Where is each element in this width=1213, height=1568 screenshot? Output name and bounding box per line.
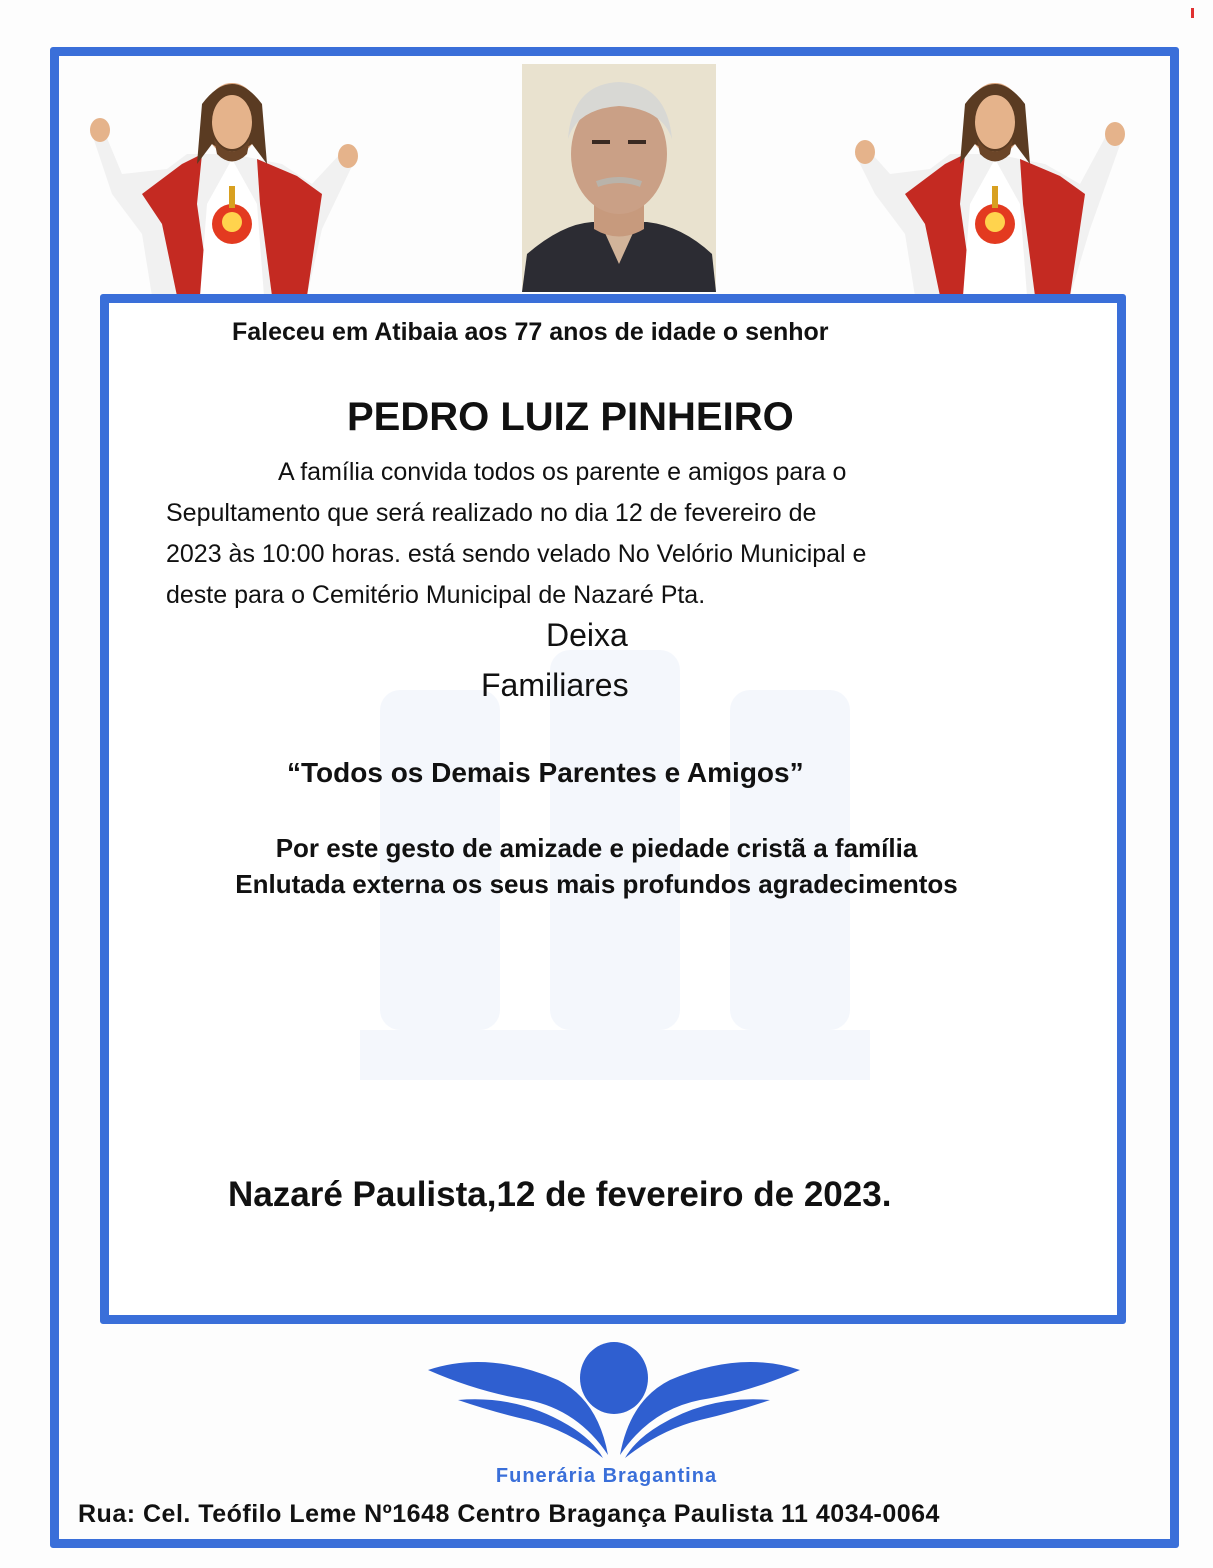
deceased-name: PEDRO LUIZ PINHEIRO bbox=[347, 395, 794, 439]
invitation-paragraph bbox=[166, 452, 1046, 616]
thanks-line: Por este gesto de amizade e piedade cristã a família bbox=[275, 833, 918, 863]
familiares-label: Familiares bbox=[481, 667, 629, 703]
deixa-label: Deixa bbox=[546, 617, 628, 653]
sacred-heart-jesus-right-image bbox=[845, 64, 1145, 296]
intro-line: Faleceu em Atibaia aos 77 anos de idade o senhor bbox=[232, 318, 829, 346]
thanks-block bbox=[0, 830, 1213, 902]
paragraph-line: Sepultamento que será realizado no dia 12 de fevereiro de bbox=[166, 499, 817, 527]
date-line: Nazaré Paulista,12 de fevereiro de 2023. bbox=[228, 1175, 892, 1214]
paragraph-line: A família convida todos os parente e amigos para o bbox=[278, 458, 847, 486]
paragraph-line: 2023 às 10:00 horas. está sendo velado No Velório Municipal e bbox=[166, 540, 867, 568]
thanks-line: Enlutada externa os seus mais profundos agradecimentos bbox=[235, 869, 958, 899]
deceased-portrait-photo bbox=[522, 64, 716, 292]
scan-mark bbox=[1191, 8, 1194, 18]
sacred-heart-jesus-left-image bbox=[82, 64, 382, 296]
address-line: Rua: Cel. Teófilo Leme Nº1648 Centro Bragança Paulista 11 4034-0064 bbox=[78, 1500, 940, 1528]
paragraph-line: deste para o Cemitério Municipal de Nazaré Pta. bbox=[166, 581, 706, 609]
quote-line: “Todos os Demais Parentes e Amigos” bbox=[287, 757, 804, 788]
funeraria-logo-icon bbox=[418, 1340, 810, 1460]
funeraria-brand-name: Funerária Bragantina bbox=[495, 1465, 718, 1487]
